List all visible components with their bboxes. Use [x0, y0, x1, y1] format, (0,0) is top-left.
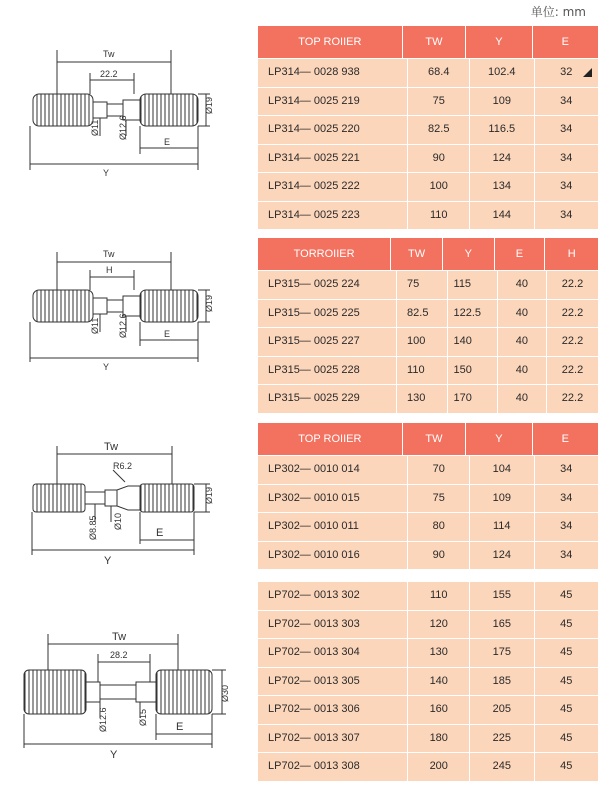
table-row: [258, 201, 598, 230]
e-value: 32: [560, 66, 573, 78]
part-code: LP315— 0025 225: [268, 306, 360, 319]
unit-label: 单位: mm: [530, 5, 586, 19]
diameter-30-label: Ø30: [220, 684, 230, 702]
y-value: 155: [469, 582, 533, 610]
tw-value: 80: [407, 513, 469, 541]
y-value: 122.5: [447, 300, 497, 328]
radius-label: R6.2: [113, 461, 133, 471]
part-code: LP315— 0025 229: [268, 392, 360, 404]
tw-value: 100: [407, 173, 469, 201]
header-part: TORROIIER: [293, 248, 355, 260]
tw-value: 90: [407, 542, 469, 570]
table-lp302: [258, 423, 598, 569]
table-lp314: [258, 26, 598, 229]
diameter-19-label: Ø19: [204, 294, 214, 312]
table-row: [258, 58, 598, 87]
table-row: [258, 582, 598, 610]
h-label: H: [106, 265, 113, 275]
tw-label: Tw: [112, 631, 127, 643]
y-value: 109: [469, 485, 533, 513]
table-row: [258, 87, 598, 116]
part-code: LP314— 0028 938: [268, 66, 360, 78]
header-e: E: [494, 238, 545, 270]
header-y: Y: [465, 423, 531, 455]
tw-value: 75: [407, 88, 469, 116]
header-h: H: [544, 238, 598, 270]
header-part: TOP ROIIER: [298, 433, 362, 445]
header-y: Y: [465, 26, 531, 58]
part-code: LP314— 0025 221: [268, 151, 360, 164]
y-value: 144: [469, 202, 533, 230]
part-code: LP702— 0013 304: [268, 646, 360, 658]
tw-value: 68.4: [407, 59, 469, 87]
y-value: 115: [447, 271, 497, 299]
y-value: 205: [469, 696, 533, 724]
table-row: [258, 455, 598, 484]
e-label: E: [164, 137, 171, 147]
e-value: 40: [497, 300, 546, 328]
e-value: 40: [497, 328, 546, 356]
tw-value: 110: [407, 582, 469, 610]
header-part: TOP ROIIER: [298, 36, 362, 48]
tw-value: 100: [396, 328, 446, 356]
header-tw: TW: [402, 26, 465, 58]
tw-value: 70: [407, 456, 469, 484]
table-row: [258, 327, 598, 356]
y-label: Y: [104, 555, 112, 567]
table-header: [258, 26, 598, 58]
roller-drawing-1: [0, 40, 250, 200]
tw-value: 75: [407, 485, 469, 513]
y-value: 150: [447, 357, 497, 385]
header-y: Y: [442, 238, 494, 270]
roller-drawing-4: [0, 622, 250, 782]
e-value: 34: [534, 116, 598, 144]
diameter-19-label: Ø19: [204, 96, 214, 114]
y-label: Y: [103, 168, 110, 178]
y-value: 225: [469, 725, 533, 753]
table-row: [258, 752, 598, 781]
corner-triangle-icon: [583, 68, 592, 77]
table-row: [258, 512, 598, 541]
tw-value: 82.5: [396, 300, 446, 328]
tw-value: 110: [396, 357, 446, 385]
roller-drawing-2: [0, 240, 250, 380]
e-value: 34: [534, 485, 598, 513]
h-value: 22.2: [546, 385, 598, 413]
table-row: [258, 541, 598, 570]
tw-value: 130: [396, 385, 446, 413]
part-code: LP315— 0025 224: [268, 278, 360, 290]
y-value: 124: [469, 145, 533, 173]
y-value: 245: [469, 753, 533, 781]
e-value: 34: [534, 173, 598, 201]
diameter-11-label: Ø11: [90, 317, 100, 334]
tw-value: 180: [407, 725, 469, 753]
table-header: [258, 423, 598, 455]
y-value: 104: [469, 456, 533, 484]
e-value: 45: [534, 725, 598, 753]
diameter-10-label: Ø10: [113, 512, 123, 530]
y-value: 165: [469, 611, 533, 639]
y-value: 114: [469, 513, 533, 541]
h-value: 22.2: [546, 328, 598, 356]
e-value: 45: [534, 582, 598, 610]
e-value: 45: [534, 668, 598, 696]
e-label: E: [176, 721, 184, 733]
diameter-12-6-label: Ø12.6: [98, 707, 108, 732]
table-row: [258, 356, 598, 385]
h-value: 22.2: [546, 300, 598, 328]
table-row: [258, 610, 598, 639]
part-code: LP702— 0013 302: [268, 589, 360, 601]
tw-value: 130: [407, 639, 469, 667]
part-code: LP314— 0025 222: [268, 180, 360, 192]
table-row: [258, 484, 598, 513]
part-code: LP302— 0010 011: [268, 520, 359, 532]
table-row: [258, 667, 598, 696]
table-row: [258, 724, 598, 753]
table-row: [258, 299, 598, 328]
tw-value: 110: [407, 202, 469, 230]
part-code: LP314— 0025 220: [268, 123, 360, 135]
header-e: E: [532, 423, 598, 455]
diameter-12-6-label: Ø12.6: [118, 115, 128, 140]
y-value: 185: [469, 668, 533, 696]
e-value: 34: [534, 202, 598, 230]
part-code: LP302— 0010 014: [268, 463, 360, 475]
table-row: [258, 172, 598, 201]
diameter-19-label: Ø19: [204, 486, 214, 504]
part-code: LP302— 0010 015: [268, 491, 360, 504]
e-value: 34: [534, 456, 598, 484]
y-value: 124: [469, 542, 533, 570]
part-code: LP702— 0013 307: [268, 731, 360, 744]
e-value: 34: [534, 542, 598, 570]
y-value: 140: [447, 328, 497, 356]
e-value-cell: [534, 59, 598, 87]
tw-value: 140: [407, 668, 469, 696]
diameter-11-label: Ø11: [90, 119, 100, 136]
h-value-label: 22.2: [100, 69, 118, 79]
part-code: LP702— 0013 308: [268, 760, 360, 772]
e-value: 45: [534, 611, 598, 639]
y-value: 109: [469, 88, 533, 116]
e-label: E: [164, 329, 171, 339]
table-row: [258, 270, 598, 299]
y-label: Y: [110, 749, 118, 761]
tw-value: 82.5: [407, 116, 469, 144]
header-e: E: [532, 26, 598, 58]
table-row: [258, 384, 598, 413]
e-label: E: [156, 527, 164, 539]
diameter-15-label: Ø15: [138, 708, 148, 726]
tw-value: 160: [407, 696, 469, 724]
table-row: [258, 115, 598, 144]
table-lp702: [258, 582, 598, 781]
h-value: 22.2: [546, 357, 598, 385]
e-value: 40: [497, 357, 546, 385]
part-code: LP315— 0025 228: [268, 363, 360, 376]
h-value-label: 28.2: [110, 650, 128, 660]
e-value: 45: [534, 753, 598, 781]
y-value: 102.4: [469, 59, 533, 87]
table-row: [258, 638, 598, 667]
y-value: 175: [469, 639, 533, 667]
y-label: Y: [103, 362, 110, 372]
tw-label: Tw: [103, 249, 115, 259]
e-value: 34: [534, 513, 598, 541]
header-tw: TW: [402, 423, 465, 455]
part-code: LP314— 0025 223: [268, 208, 360, 221]
tw-value: 200: [407, 753, 469, 781]
tw-label: Tw: [104, 441, 119, 453]
part-code: LP315— 0025 227: [268, 335, 360, 347]
tw-value: 120: [407, 611, 469, 639]
y-value: 170: [447, 385, 497, 413]
header-tw: TW: [390, 238, 442, 270]
part-code: LP702— 0013 305: [268, 674, 360, 687]
table-lp315: [258, 238, 598, 413]
y-value: 134: [469, 173, 533, 201]
part-code: LP702— 0013 306: [268, 703, 360, 715]
table-row: [258, 695, 598, 724]
e-value: 34: [534, 145, 598, 173]
e-value: 45: [534, 696, 598, 724]
e-value: 40: [497, 271, 546, 299]
e-value: 45: [534, 639, 598, 667]
tw-value: 90: [407, 145, 469, 173]
table-row: [258, 144, 598, 173]
tw-label: Tw: [103, 49, 115, 59]
tw-value: 75: [396, 271, 446, 299]
y-value: 116.5: [469, 116, 533, 144]
part-code: LP302— 0010 016: [268, 548, 360, 561]
table-header: [258, 238, 598, 270]
diameter-12-6-label: Ø12.6: [118, 313, 128, 338]
part-code: LP702— 0013 303: [268, 617, 360, 630]
h-value: 22.2: [546, 271, 598, 299]
e-value: 40: [497, 385, 546, 413]
e-value: 34: [534, 88, 598, 116]
roller-drawing-3: [0, 430, 250, 580]
diameter-8-85-label: Ø8.85: [88, 515, 98, 540]
part-code: LP314— 0025 219: [268, 94, 360, 107]
